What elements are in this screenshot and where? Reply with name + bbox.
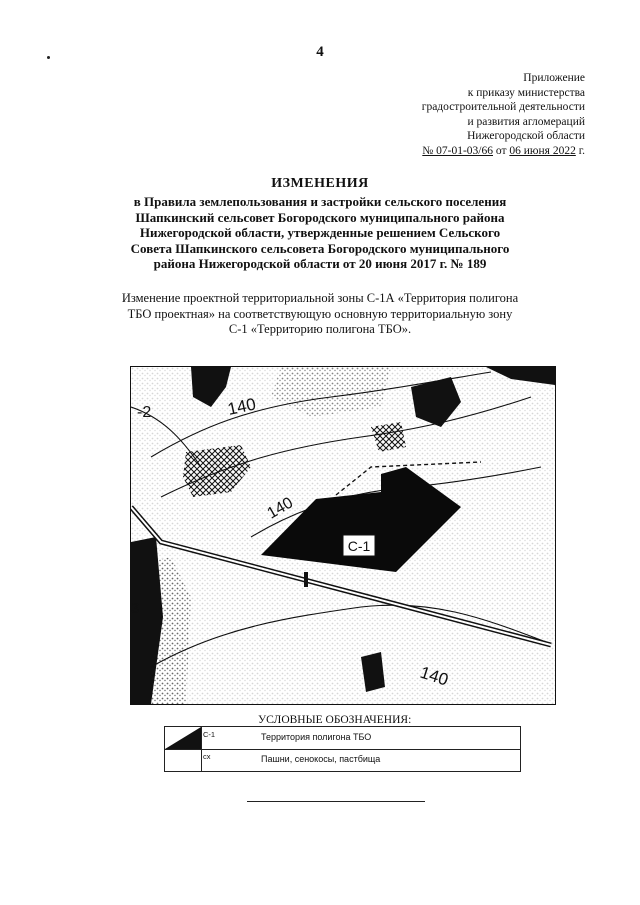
legend-row — [165, 749, 520, 771]
legend-label: Территория полигона ТБО — [261, 732, 372, 742]
contour-label: 140 — [417, 662, 451, 690]
order-suffix: г. — [575, 144, 585, 157]
contour-label: 140 — [225, 394, 258, 419]
appendix-line: и развития агломераций — [467, 115, 585, 128]
dark-fill-icon — [165, 727, 201, 749]
change-description — [100, 291, 540, 338]
order-number: № 07-01-03/66 — [422, 144, 493, 157]
subtitle-line: Нижегородской области, утвержденные решением Сельского — [139, 225, 501, 240]
zone-label: С-1 — [347, 538, 371, 554]
page-number: 4 — [316, 44, 324, 60]
subtitle-line: Совета Шапкинского сельсовета Богородского муниципального — [130, 240, 510, 256]
appendix-block — [422, 71, 585, 158]
document-title: ИЗМЕНЕНИЯ — [271, 176, 369, 191]
description-line: Изменение проектной территориальной зоны С-1А «Территория полигона — [121, 291, 519, 305]
legend-label: Пашни, сенокосы, пастбища — [261, 754, 381, 764]
legend-table — [164, 726, 521, 772]
legend-code: С-1 — [203, 730, 216, 739]
subtitle-line: района Нижегородской области от 20 июня 2017 г. № 189 — [153, 256, 487, 271]
appendix-line: градостроительной деятельности — [421, 101, 585, 113]
subtitle-line: в Правила землепользования и застройки сельского поселения — [133, 194, 507, 209]
edge-label: -2 — [137, 404, 152, 421]
order-reference — [422, 144, 585, 159]
legend-row — [165, 727, 520, 750]
order-date: 06 июня 2022 — [509, 144, 576, 157]
legend-title: УСЛОВНЫЕ ОБОЗНАЧЕНИЯ: — [258, 714, 412, 726]
legend-swatch-dark — [165, 727, 202, 749]
bottom-separator — [247, 801, 425, 802]
appendix-line: Нижегородской области — [467, 130, 585, 142]
contour-label: 140 — [264, 494, 297, 523]
legend-code: сх — [203, 752, 211, 761]
edge-label: 3 — [131, 600, 140, 617]
subtitle-line: Шапкинский сельсовет Богородского муниципального района — [135, 209, 505, 225]
description-line: С-1 «Территорию полигона ТБО». — [228, 322, 412, 336]
order-from: от — [493, 144, 510, 157]
zoning-map — [130, 366, 556, 705]
scan-speck — [47, 56, 50, 59]
appendix-line: Приложение — [523, 72, 585, 84]
map-graphic — [131, 367, 555, 704]
description-line: ТБО проектная» на соответствующую основную территориальную зону — [127, 306, 513, 321]
legend-swatch-light — [165, 749, 202, 771]
document-subtitle — [110, 194, 530, 272]
appendix-line: к приказу министерства — [467, 86, 585, 99]
